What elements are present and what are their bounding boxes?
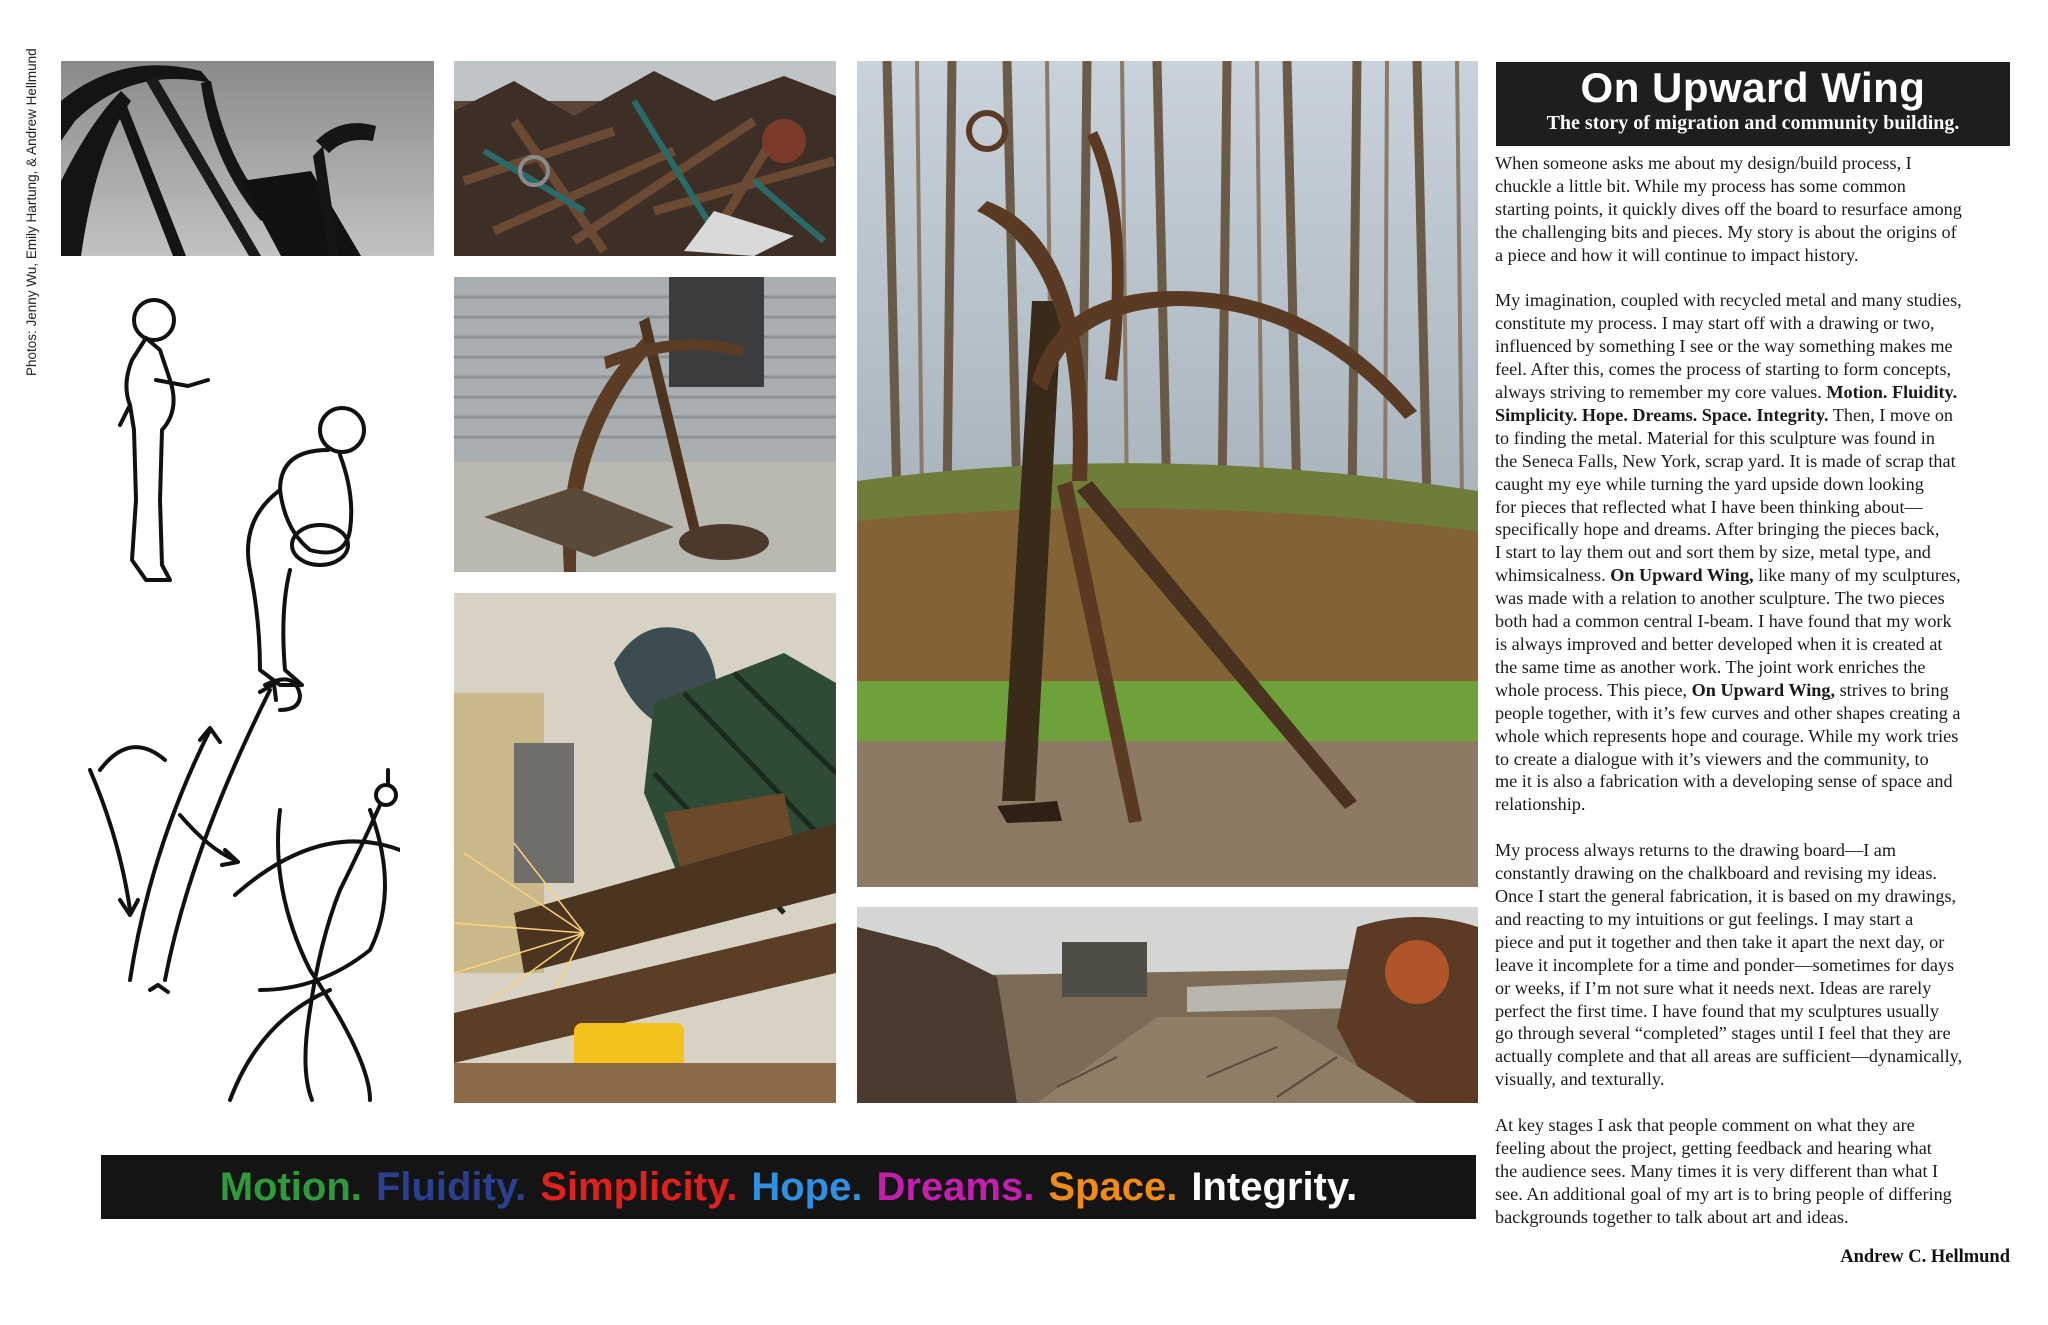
paragraph-4: At key stages I ask that people comment on what they are feeling about the project, getting feedback and hearing what the audience sees. Many times it is very different than what I see. An additional goal of my art is to bring people of differing backgrounds together to talk about art and ideas.	[1495, 1115, 1952, 1227]
value-word: Hope.	[751, 1164, 863, 1209]
article-subtitle: The story of migration and community building.	[1546, 112, 1960, 134]
value-word: Space.	[1048, 1164, 1178, 1209]
paragraph-2-part-b: Then, I move on to finding the metal. Material for this sculpture was found in the Seneca Falls, New York, scrap yard. It is made of scrap that caught my eye while turning the yard upside down looking for pieces that reflected what I have been thinking about— specifically hope and dreams. After bringing the pieces back, I start to lay them out and sort them by size, metal type, and whimsicalness.	[1495, 404, 1956, 586]
value-word: Motion.	[219, 1164, 362, 1209]
photo-artist-grinding	[454, 593, 836, 1103]
value-word: Simplicity.	[540, 1164, 738, 1209]
photo-scrap-pile	[454, 61, 836, 256]
value-word: Dreams.	[876, 1164, 1035, 1209]
core-values-bar	[101, 1155, 1476, 1219]
author-name: Andrew C. Hellmund	[1840, 1247, 2010, 1267]
paragraph-2-part-c: like many of my sculptures, was made with a relation to another sculpture. The two pieces both had a common central I-beam. I have found that my work is always improved and better developed when it is created at the same time as another work. The joint work enriches the whole process. This piece,	[1495, 565, 1961, 700]
paragraph-2-part-a: My imagination, coupled with recycled metal and many studies, constitute my process. I may start off with a drawing or two, influenced by something I see or the way something makes me feel. After this, comes the process of starting to form concepts, always striving to remember my core values.	[1495, 290, 1962, 403]
paragraph-2-title-ref-2: On Upward Wing,	[1691, 679, 1836, 700]
photo-scrap-yard	[857, 907, 1478, 1103]
paragraph-2-values: Motion. Fluidity. Simplicity. Hope. Dreams. Space. Integrity.	[1495, 382, 1958, 425]
value-word: Fluidity.	[375, 1164, 527, 1209]
value-word: Integrity.	[1191, 1164, 1358, 1209]
photo-credit: Photos: Jenny Wu, Emily Hartung, & Andrew Hellmund	[24, 48, 39, 376]
paragraph-2-title-ref-1: On Upward Wing,	[1610, 565, 1754, 586]
paragraph-1: When someone asks me about my design/build process, I chuckle a little bit. While my process has some common starting points, it quickly dives off the board to resurface among the challenging bits and pieces. My story is about the origins of a piece and how it will continue to impact history.	[1495, 153, 1962, 265]
photo-sculpture-in-progress	[454, 277, 836, 572]
paragraph-3: My process always returns to the drawing board—I am constantly drawing on the chalkboard and revising my ideas. Once I start the general fabrication, it is based on my drawings, and reacting to my intuitions or gut feelings. I may start a piece and put it together and then take it apart the next day, or leave it incomplete for a time and ponder—sometimes for days or weeks, if I’m not sure what it needs next. Ideas are rarely perfect the first time. I have found that my sculptures usually go through several “completed” stages until I feel that they are actually complete and that all areas are sufficient—dynamically, visually, and texturally.	[1495, 840, 1963, 1090]
article-title-block	[1496, 62, 2010, 146]
article-title: On Upward Wing	[1580, 64, 1926, 111]
paragraph-2-part-d: strives to bring people together, with it’s few curves and other shapes creating a whole which represents hope and courage. While my work tries to create a dialogue with it’s viewers and the community, to me it is also a fabrication with a developing sense of space and relationship.	[1495, 679, 1961, 815]
photo-on-upward-wing-sculpture	[857, 61, 1478, 887]
photo-sculpture-silhouette	[61, 61, 434, 256]
figure-sketches	[70, 290, 400, 1110]
article-body	[1495, 152, 2015, 1251]
paragraph-2	[1495, 289, 2015, 816]
